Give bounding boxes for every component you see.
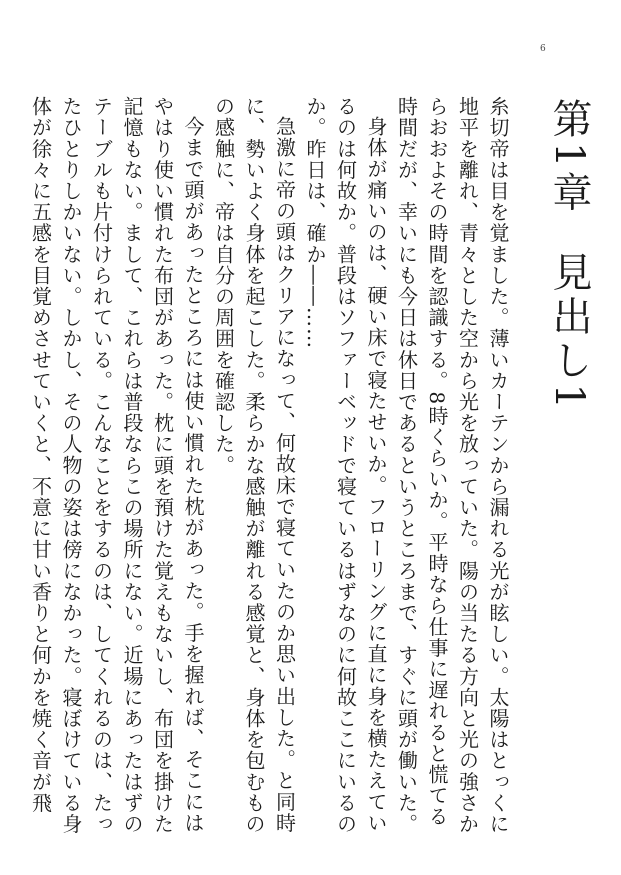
chapter-number: 第1章 (546, 98, 592, 216)
paragraph-3: 急激に帝の頭はクリアになって、何故床で寝ていたのか思い出した。と同時に、勢いよく身体を起こした。柔らかな感触が離れる感覚と、身体を包むものの感触に、帝は自分の周囲を確認した。 (211, 96, 297, 835)
paragraph-4: 今まで頭があったところには使い慣れた枕があった。手を握れば、そこにはやはり使い慣れた布団があった。枕に頭を預けた覚えもないし、布団を掛けた記憶もない。まして、これらは普段ならこの場所にない。近場にあったはずのテーブルも片付けられている。こんなことをするのは、してくれるのは、たったひとりしかいない。しかし、その人物の姿は傍になかった。寝ぼけている身体が徐々に五感を目覚めさせていくと、不意に甘い香りと何かを焼く音が飛 (28, 96, 205, 835)
page-number: 6 (540, 44, 546, 54)
paragraph-2: 身体が痛いのは、硬い床で寝たせいか。フローリングに直に身を横たえているのは何故か。普段はソファーベッドで寝ているはずなのに何故ここにいるのか。昨日は、確か――…… (303, 96, 388, 835)
paragraph-1: 糸切帝は目を覚ました。薄いカーテンから漏れる光が眩しい。太陽はとっくに地平を離れ、青々とした空から光を放っていた。陽の当たる方向と光の強さからおおよその時間を認識する。8時くらいか。平時なら仕事に遅れると慌てる時間だが、幸いにも今日は休日であるというところまで、すぐに頭が働いた。 (394, 96, 510, 835)
chapter-title (545, 96, 593, 841)
chapter-heading: 見出し1 (546, 251, 592, 413)
vertical-text-body (0, 96, 621, 841)
